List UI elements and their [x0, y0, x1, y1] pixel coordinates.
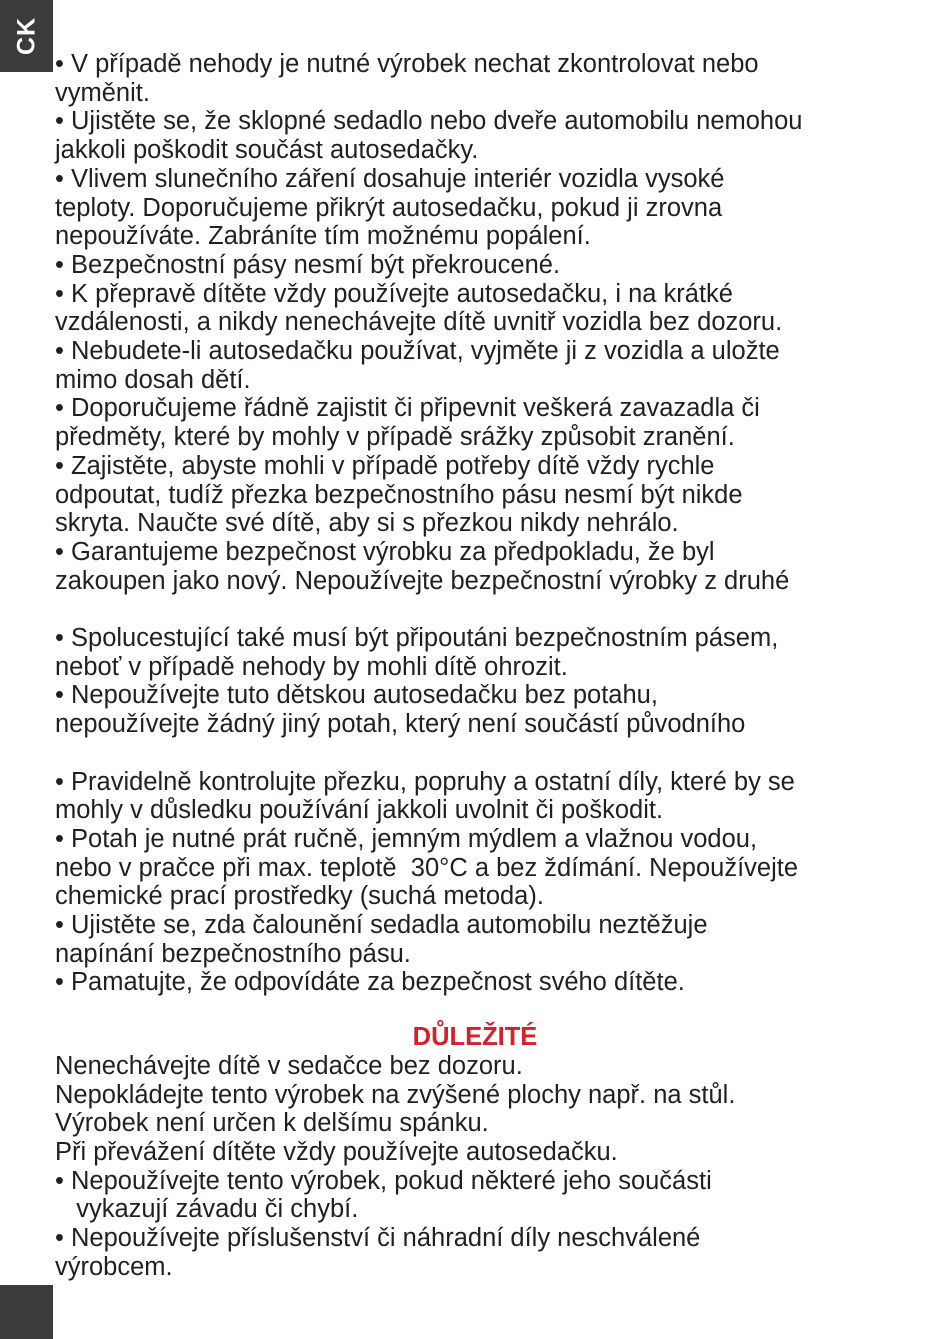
- text-line: mohly v důsledku používání jakkoli uvolnit či poškodit.: [55, 796, 664, 825]
- text-line: napínání bezpečnostního pásu.: [55, 939, 411, 968]
- text-line: • Nepoužívejte tento výrobek, pokud některé jeho součásti: [55, 1166, 712, 1195]
- blank-line: [55, 595, 925, 624]
- text-line: Výrobek není určen k delšímu spánku.: [55, 1109, 489, 1138]
- text-line: neboť v případě nehody by mohli dítě ohrozit.: [55, 652, 568, 681]
- language-tab: [0, 0, 53, 72]
- text-line: předměty, které by mohly v případě srážky způsobit zranění.: [55, 423, 735, 452]
- text-line: • Ujistěte se, zda čalounění sedadla automobilu neztěžuje: [55, 911, 708, 940]
- text-line: • Potah je nutné prát ručně, jemným mýdlem a vlažnou vodou,: [55, 824, 758, 853]
- text-line: • Pamatujte, že odpovídáte za bezpečnost svého dítěte.: [55, 968, 685, 997]
- text-line: • Bezpečnostní pásy nesmí být překroucené.: [55, 250, 561, 279]
- blank-line: [55, 739, 925, 768]
- text-line: • Nepoužívejte příslušenství či náhradní díly neschválené: [55, 1224, 701, 1253]
- text-line: • Nepoužívejte tuto dětskou autosedačku bez potahu,: [55, 681, 658, 710]
- text-line: vyměnit.: [55, 78, 150, 107]
- text-line: • Zajistěte, abyste mohli v případě potřeby dítě vždy rychle: [55, 451, 715, 480]
- language-tab-label: CK: [12, 16, 40, 56]
- text-line: • Ujistěte se, že sklopné sedadlo nebo dveře automobilu nemohou: [55, 107, 803, 136]
- text-line: vykazují závadu či chybí.: [55, 1195, 359, 1224]
- text-line: • Garantujeme bezpečnost výrobku za předpokladu, že byl: [55, 537, 715, 566]
- text-line: zakoupen jako nový. Nepoužívejte bezpečnostní výrobky z druhé: [55, 566, 790, 595]
- text-line: nepoužíváte. Zabráníte tím možnému popálení.: [55, 222, 591, 251]
- text-line: • Spolucestující také musí být připoutáni bezpečnostním pásem,: [55, 624, 779, 653]
- instructions-group-bottom: [55, 768, 925, 998]
- text-line: nepoužívejte žádný jiný potah, který není součástí původního: [55, 710, 746, 739]
- text-line: skryta. Naučte své dítě, aby si s přezkou nikdy nehrálo.: [55, 509, 679, 538]
- text-line: nebo v pračce při max. teplotě 30°C a bez ždímání. Nepoužívejte: [55, 853, 799, 882]
- important-notes: [55, 1052, 925, 1282]
- text-line: odpoutat, tudíž přezka bezpečnostního pásu nesmí být nikde: [55, 480, 743, 509]
- text-line: mimo dosah dětí.: [55, 365, 251, 394]
- text-line: Nenechávejte dítě v sedačce bez dozoru.: [55, 1051, 523, 1080]
- text-line: • K přepravě dítěte vždy používejte autosedačku, i na krátké: [55, 279, 733, 308]
- text-line: • Doporučujeme řádně zajistit či připevnit veškerá zavazadla či: [55, 394, 760, 423]
- text-line: Nepokládejte tento výrobek na zvýšené plochy např. na stůl.: [55, 1080, 736, 1109]
- corner-block: [0, 1285, 53, 1339]
- blank-line: [55, 997, 925, 1023]
- text-line: teploty. Doporučujeme přikrýt autosedačku, pokud ji zrovna: [55, 193, 723, 222]
- text-line: Při převážení dítěte vždy používejte autosedačku.: [55, 1137, 618, 1166]
- text-line: • Vlivem slunečního záření dosahuje interiér vozidla vysoké: [55, 164, 725, 193]
- text-line: chemické prací prostředky (suchá metoda).: [55, 882, 544, 911]
- text-line: • Nebudete-li autosedačku používat, vyjměte ji z vozidla a uložte: [55, 337, 780, 366]
- instructions-group-top: [55, 50, 925, 595]
- text-line: výrobcem.: [55, 1252, 173, 1281]
- instructions-group-middle: [55, 624, 925, 739]
- text-line: jakkoli poškodit součást autosedačky.: [55, 136, 479, 165]
- important-heading: DŮLEŽITÉ: [412, 1023, 538, 1052]
- text-line: • V případě nehody je nutné výrobek nechat zkontrolovat nebo: [55, 50, 759, 78]
- text-line: • Pravidelně kontrolujte přezku, popruhy a ostatní díly, které by se: [55, 767, 795, 796]
- safety-instructions: [55, 50, 925, 1282]
- text-line: vzdálenosti, a nikdy nenechávejte dítě uvnitř vozidla bez dozoru.: [55, 308, 783, 337]
